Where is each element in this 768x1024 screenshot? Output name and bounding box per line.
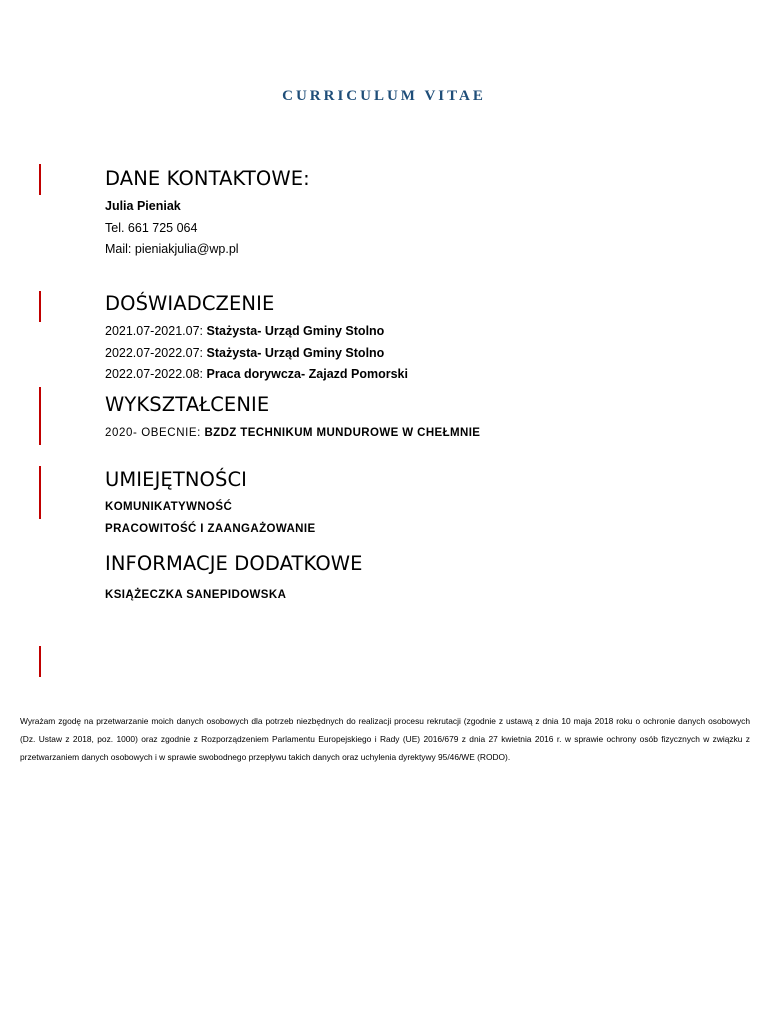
education-heading: WYKSZTAŁCENIE — [105, 393, 270, 416]
contact-heading: DANE KONTAKTOWE: — [105, 167, 310, 190]
accent-bar-experience — [39, 291, 41, 322]
experience-item — [105, 321, 725, 343]
skill-item: KOMUNIKATYWNOŚĆ — [105, 501, 233, 513]
additional-section — [105, 552, 725, 607]
contact-name: Julia Pieniak — [105, 199, 181, 213]
experience-desc: Stażysta- Urząd Gminy Stolno — [206, 345, 385, 360]
skills-section — [105, 468, 725, 540]
additional-heading: INFORMACJE DODATKOWE — [105, 552, 363, 575]
contact-section — [105, 167, 725, 261]
education-dates: 2020- OBECNIE: — [105, 427, 201, 439]
education-school: BZDZ TECHNIKUM MUNDUROWE W CHEŁMNIE — [204, 427, 481, 439]
skill-item: PRACOWITOŚĆ I ZAANGAŻOWANIE — [105, 522, 316, 535]
experience-item — [105, 364, 725, 386]
contact-email: Mail: pieniakjulia@wp.pl — [105, 242, 239, 256]
experience-dates: 2022.07-2022.08: — [105, 367, 204, 381]
experience-dates: 2021.07-2021.07: — [105, 324, 204, 338]
document-title: CURRICULUM VITAE — [282, 88, 486, 104]
experience-desc: Praca dorywcza- Zajazd Pomorski — [206, 367, 408, 381]
experience-item — [105, 343, 725, 365]
experience-heading: DOŚWIADCZENIE — [105, 292, 275, 315]
consent-clause: Wyrażam zgodę na przetwarzanie moich danych osobowych dla potrzeb niezbędnych do realizacji procesu rekrutacji (zgodnie z ustawą z dnia 10 maja 2018 roku o ochronie danych osobowych (Dz. Ustaw z 2018, poz. 1000) oraz zgodnie z Rozporządzeniem Parlamentu Europejskiego i Rady (UE) 2016/679 z dnia 27 kwietnia 2016 r. w sprawie ochrony osób fizycznych w związku z przetwarzaniem danych osobowych i w sprawie swobodnego przepływu takich danych oraz uchylenia dyrektywy 95/46/WE (RODO). — [20, 716, 750, 762]
experience-desc: Stażysta- Urząd Gminy Stolno — [206, 324, 385, 338]
experience-dates: 2022.07-2022.07: — [105, 345, 204, 360]
accent-bar-contact — [39, 164, 41, 195]
education-item — [105, 422, 725, 445]
contact-phone: Tel. 661 725 064 — [105, 220, 198, 235]
accent-bar-bottom — [39, 646, 41, 677]
skills-heading: UMIEJĘTNOŚCI — [105, 468, 248, 491]
education-section — [105, 393, 725, 445]
additional-item: KSIĄŻECZKA SANEPIDOWSKA — [105, 589, 287, 601]
accent-bar-education — [39, 387, 41, 445]
experience-section — [105, 292, 725, 386]
accent-bar-skills — [39, 466, 41, 519]
